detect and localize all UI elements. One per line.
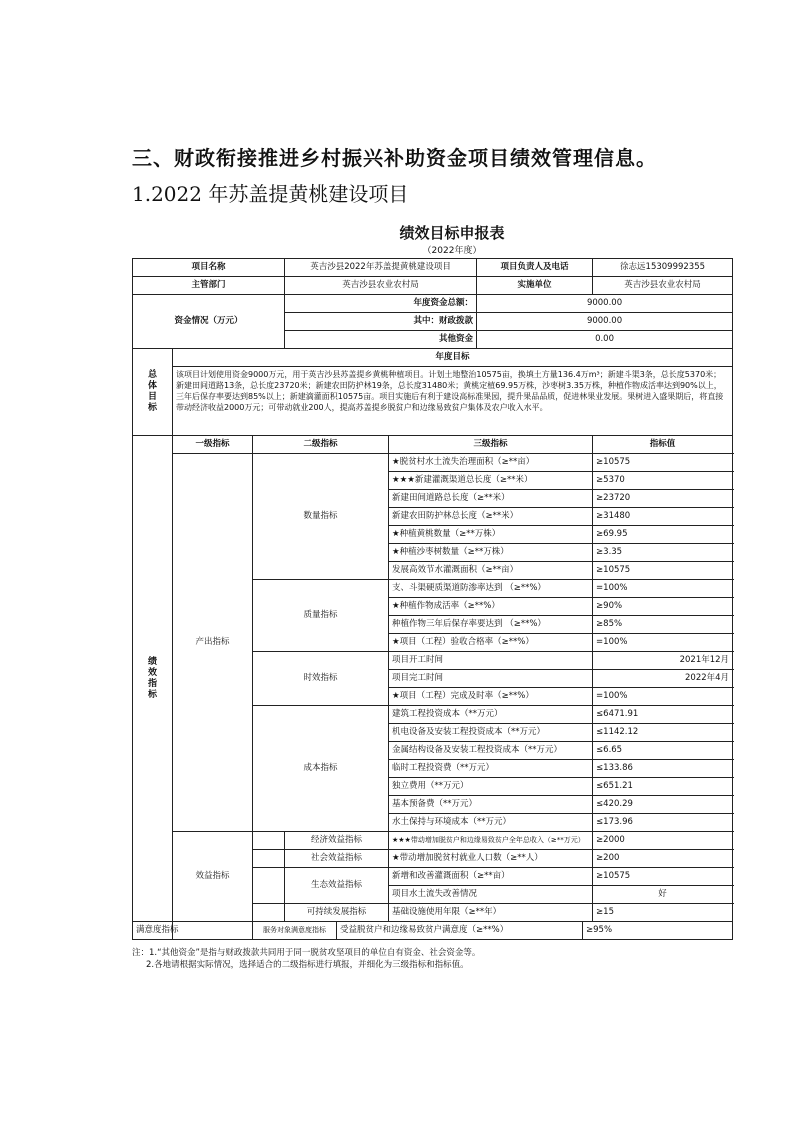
spacer-cell — [173, 922, 253, 940]
table-row — [133, 922, 733, 940]
indicator-name: 水土保持与环境成本（**万元） — [389, 814, 593, 832]
indicator-name: ★种植黄桃数量（≥**万株） — [389, 526, 593, 544]
indicator-name: 种植作物三年后保存率要达到 （≥**%） — [389, 616, 593, 634]
indicator-name: 独立费用（**万元） — [389, 778, 593, 796]
indicator-name: ★项目（工程）验收合格率（≥**%） — [389, 634, 593, 652]
indicator-name: 基本预备费（**万元） — [389, 796, 593, 814]
project-subheading: 1.2022 年苏盖提黄桃建设项目 — [132, 182, 409, 206]
impl-value: 英吉沙县农业农村局 — [593, 277, 733, 295]
goal-text-row — [133, 367, 733, 436]
indicator-value: ≤420.29 — [593, 796, 733, 814]
indicator-name: 项目完工时间 — [389, 670, 593, 688]
leader-label: 项目负责人及电话 — [477, 259, 593, 277]
indicator-value: ≤173.96 — [593, 814, 733, 832]
funds-fiscal-value: 9000.00 — [477, 313, 733, 331]
time-label: 时效指标 — [253, 652, 389, 706]
indicator-value: ≥10575 — [593, 454, 733, 472]
economic-label: 经济效益指标 — [285, 832, 389, 850]
footnote-2: 2.各地请根据实际情况，选择适合的二级指标进行填报，并细化为三级指标和指标值。 — [146, 960, 469, 970]
sustain-label: 可持续发展指标 — [285, 904, 389, 922]
funds-fiscal-label: 其中：财政拨款 — [285, 313, 477, 331]
indicator-name: 项目水土流失改善情况 — [389, 886, 593, 904]
satisfaction-label: 满意度指标 — [133, 922, 173, 940]
indicator-name: ★★★带动增加脱贫户和边缘易致贫户全年总收入（≥**万元） — [389, 832, 593, 850]
funds-other-value: 0.00 — [477, 331, 733, 349]
indicator-value: =100% — [593, 634, 733, 652]
quantity-label: 数量指标 — [253, 454, 389, 580]
indicator-header-row — [133, 436, 733, 454]
indicator-name: 新建农田防护林总长度（≥**米） — [389, 508, 593, 526]
indicator-value: =100% — [593, 688, 733, 706]
goal-header: 年度目标 — [173, 349, 733, 367]
indicator-value: ≤133.86 — [593, 760, 733, 778]
indicator-name: 机电设备及安装工程投资成本（**万元） — [389, 724, 593, 742]
funds-other-label: 其他资金 — [285, 331, 477, 349]
indicator-value: ≥15 — [593, 904, 733, 922]
indicator-name: ★带动增加脱贫村就业人口数（≥**人） — [389, 850, 593, 868]
footnote-1: 注：1.“其他资金”是指与财政拨款共同用于同一脱贫攻坚项目的单位自有资金、社会资金等。 — [132, 948, 481, 958]
indicator-value: ≥5370 — [593, 472, 733, 490]
goal-header-row — [133, 349, 733, 367]
table-row — [133, 832, 733, 850]
spacer-cell — [253, 868, 285, 904]
indicator-name: 金属结构设备及安装工程投资成本（**万元） — [389, 742, 593, 760]
header-level2: 二级指标 — [253, 436, 389, 454]
indicator-name: 基础设施使用年限（≥**年） — [389, 904, 593, 922]
project-name-row — [133, 259, 733, 277]
spacer-cell — [253, 850, 285, 868]
indicator-value: ≥3.35 — [593, 544, 733, 562]
spacer-cell — [253, 904, 285, 922]
goal-side-text: 总体目标 — [147, 370, 157, 413]
project-name-value: 英吉沙县2022年苏盖提黄桃建设项目 — [285, 259, 477, 277]
indicator-name: 建筑工程投资成本（**万元） — [389, 706, 593, 724]
indicator-value: ≥85% — [593, 616, 733, 634]
indicator-name: 受益脱贫户和边缘易致贫户满意度（≥**%） — [337, 922, 583, 940]
satisfaction-sub-label: 服务对象满意度指标 — [253, 922, 337, 940]
indicator-name: 支、斗渠硬质渠道防渗率达到 （≥**%） — [389, 580, 593, 598]
indicators-side-text: 绩效指标 — [147, 656, 157, 700]
quality-label: 质量指标 — [253, 580, 389, 652]
indicator-value: ≥200 — [593, 850, 733, 868]
indicator-name: ★种植作物成活率（≥**%） — [389, 598, 593, 616]
project-name-label: 项目名称 — [133, 259, 285, 277]
indicator-value: ≤6471.91 — [593, 706, 733, 724]
spacer-cell — [253, 832, 285, 850]
goal-side-label — [133, 349, 173, 436]
indicator-value: ≥69.95 — [593, 526, 733, 544]
indicators-side-label — [133, 436, 173, 922]
indicator-value: ≥10575 — [593, 562, 733, 580]
funds-total-value: 9000.00 — [477, 295, 733, 313]
dept-row — [133, 277, 733, 295]
output-label: 产出指标 — [173, 454, 253, 832]
table-row — [133, 454, 733, 472]
indicator-name: ★脱贫村水土流失治理面积（≥**亩） — [389, 454, 593, 472]
header-level3: 三级指标 — [389, 436, 593, 454]
eco-label: 生态效益指标 — [285, 868, 389, 904]
indicator-value: ≥2000 — [593, 832, 733, 850]
indicator-value: ≥31480 — [593, 508, 733, 526]
section-heading: 三、财政衔接推进乡村振兴补助资金项目绩效管理信息。 — [132, 146, 657, 170]
indicator-value: 好 — [593, 886, 733, 904]
dept-label: 主管部门 — [133, 277, 285, 295]
header-level1: 一级指标 — [173, 436, 253, 454]
funds-label: 资金情况（万元） — [133, 295, 285, 349]
leader-value: 徐志远15309992355 — [593, 259, 733, 277]
indicator-name: 项目开工时间 — [389, 652, 593, 670]
footnotes — [132, 947, 732, 971]
indicator-value: ≥23720 — [593, 490, 733, 508]
goal-text: 该项目计划使用资金9000万元，用于英吉沙县苏盖提乡黄桃种植项目。计划土地整治10575亩，换填土方量136.4万m³；新建斗渠3条，总长度5370米；新建田间道路13条，总长度23720米；新建农田防护林19条，总长度31480米；黄桃定植69.95万株，沙枣树3.35万株，种植作物成活率达到90%以上，三年后保存率要达到85%以上；新建滴灌面积10575亩。项目实施后有利于建设高标准果园，提升果品品质，促进林果业发展。果树进入盛果期后，将直接带动经济收益2000万元；可带动就业200人，提高苏盖提乡脱贫户和边缘易致贫户集体及农户收入水平。 — [173, 367, 733, 436]
indicator-value: 2022年4月 — [593, 670, 733, 688]
form-title: 绩效目标申报表 — [399, 224, 505, 242]
dept-value: 英吉沙县农业农村局 — [285, 277, 477, 295]
indicator-name: 新增和改善灌溉面积（≥**亩） — [389, 868, 593, 886]
indicator-value: ≥95% — [583, 922, 733, 940]
indicator-name: ★种植沙枣树数量（≥**万株） — [389, 544, 593, 562]
indicator-value: 2021年12月 — [593, 652, 733, 670]
indicator-name: 新建田间道路总长度（≥**米） — [389, 490, 593, 508]
indicator-name: ★★★新建灌溉渠道总长度（≥**米） — [389, 472, 593, 490]
indicator-name: 临时工程投资费（**万元） — [389, 760, 593, 778]
header-value: 指标值 — [593, 436, 733, 454]
indicator-value: ≤651.21 — [593, 778, 733, 796]
impl-label: 实施单位 — [477, 277, 593, 295]
indicator-value: ≥90% — [593, 598, 733, 616]
cost-label: 成本指标 — [253, 706, 389, 832]
indicator-value: ≤6.65 — [593, 742, 733, 760]
funds-total-label: 年度资金总额： — [285, 295, 477, 313]
indicator-value: ≥10575 — [593, 868, 733, 886]
indicator-name: 发展高效节水灌溉面积（≥**亩） — [389, 562, 593, 580]
indicator-value: =100% — [593, 580, 733, 598]
performance-table — [132, 258, 733, 940]
indicator-value: ≤1142.12 — [593, 724, 733, 742]
form-year: （2022年度） — [422, 246, 482, 256]
benefit-label: 效益指标 — [173, 832, 253, 922]
funds-total-row — [133, 295, 733, 313]
indicator-name: ★项目（工程）完成及时率（≥**%） — [389, 688, 593, 706]
social-label: 社会效益指标 — [285, 850, 389, 868]
